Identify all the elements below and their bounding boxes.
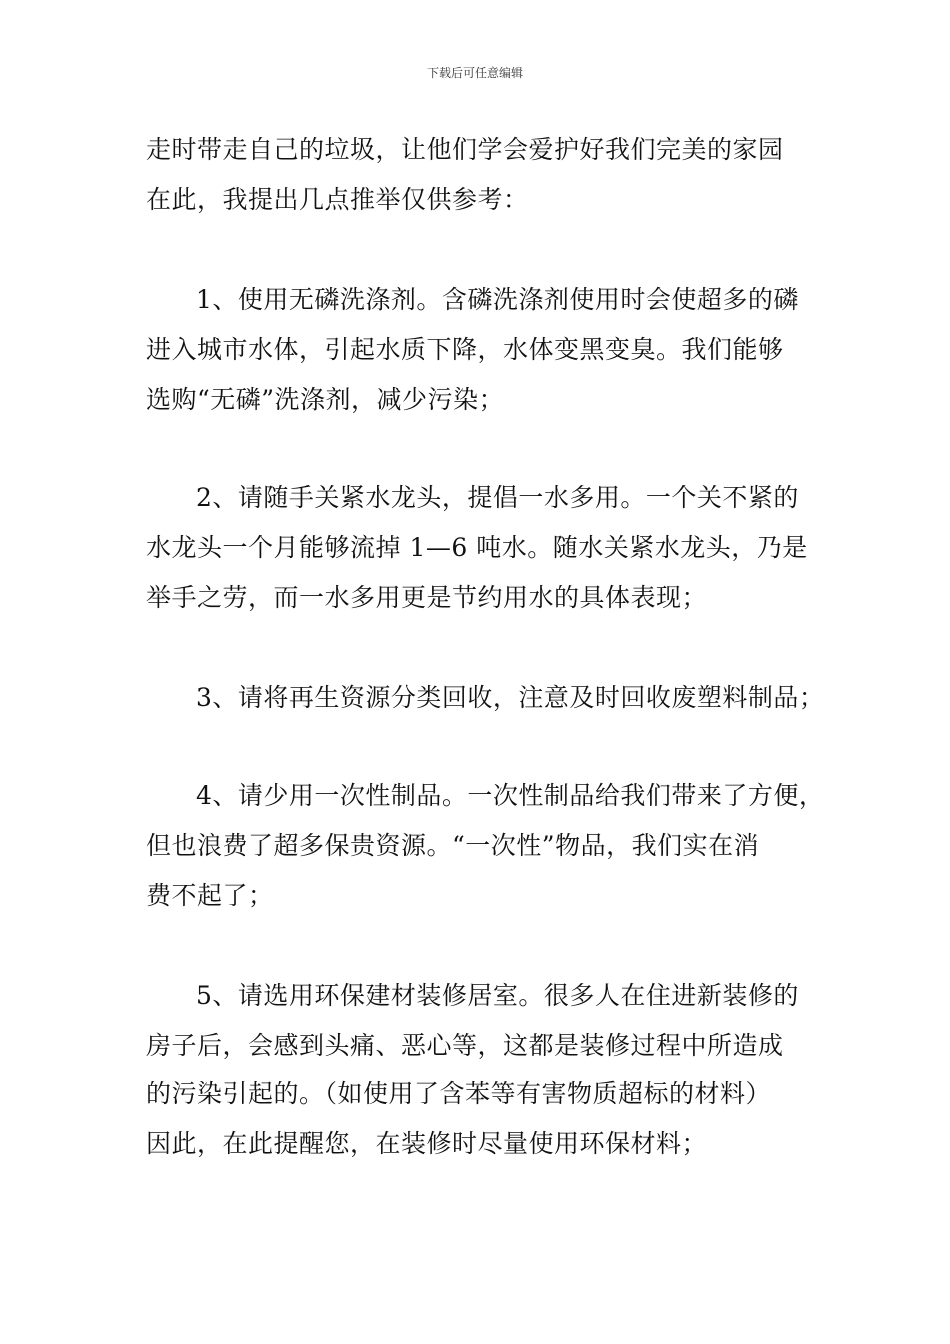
list-item-5-line: 的污染引起的。（如使用了含苯等有害物质超标的材料） [146,1079,772,1108]
list-item-4-line: 4、请少用一次性制品。一次性制品给我们带来了方便， [196,781,825,810]
list-item-2-line: 2、请随手关紧水龙头，提倡一水多用。一个关不紧的 [196,483,799,512]
list-item-1-line: 进入城市水体，引起水质下降，水体变黑变臭。我们能够 [146,335,784,364]
list-item-5-line: 房子后，会感到头痛、恶心等，这都是装修过程中所造成 [146,1031,784,1060]
page-header-note: 下载后可任意编辑 [426,66,523,80]
list-item-5-line: 因此，在此提醒您，在装修时尽量使用环保材料； [146,1129,708,1158]
list-item-1-line: 选购“无磷”洗涤剂，减少污染； [146,385,505,414]
list-item-5-line: 5、请选用环保建材装修居室。很多人在住进新装修的 [196,981,799,1010]
body-line: 在此，我提出几点推举仅供参考： [146,185,529,214]
list-item-2-line: 举手之劳，而一水多用更是节约用水的具体表现； [146,583,708,612]
list-item-1-line: 1、使用无磷洗涤剂。含磷洗涤剂使用时会使超多的磷 [196,285,799,314]
list-item-4-line: 但也浪费了超多保贵资源。“一次性”物品，我们实在消 [146,831,760,860]
list-item-3-line: 3、请将再生资源分类回收，注意及时回收废塑料制品； [196,683,825,712]
list-item-2-line: 水龙头一个月能够流掉 1—6 吨水。随水关紧水龙头，乃是 [146,533,808,562]
list-item-4-line: 费不起了； [146,881,274,910]
body-line: 走时带走自己的垃圾，让他们学会爱护好我们完美的家园 [146,135,784,164]
